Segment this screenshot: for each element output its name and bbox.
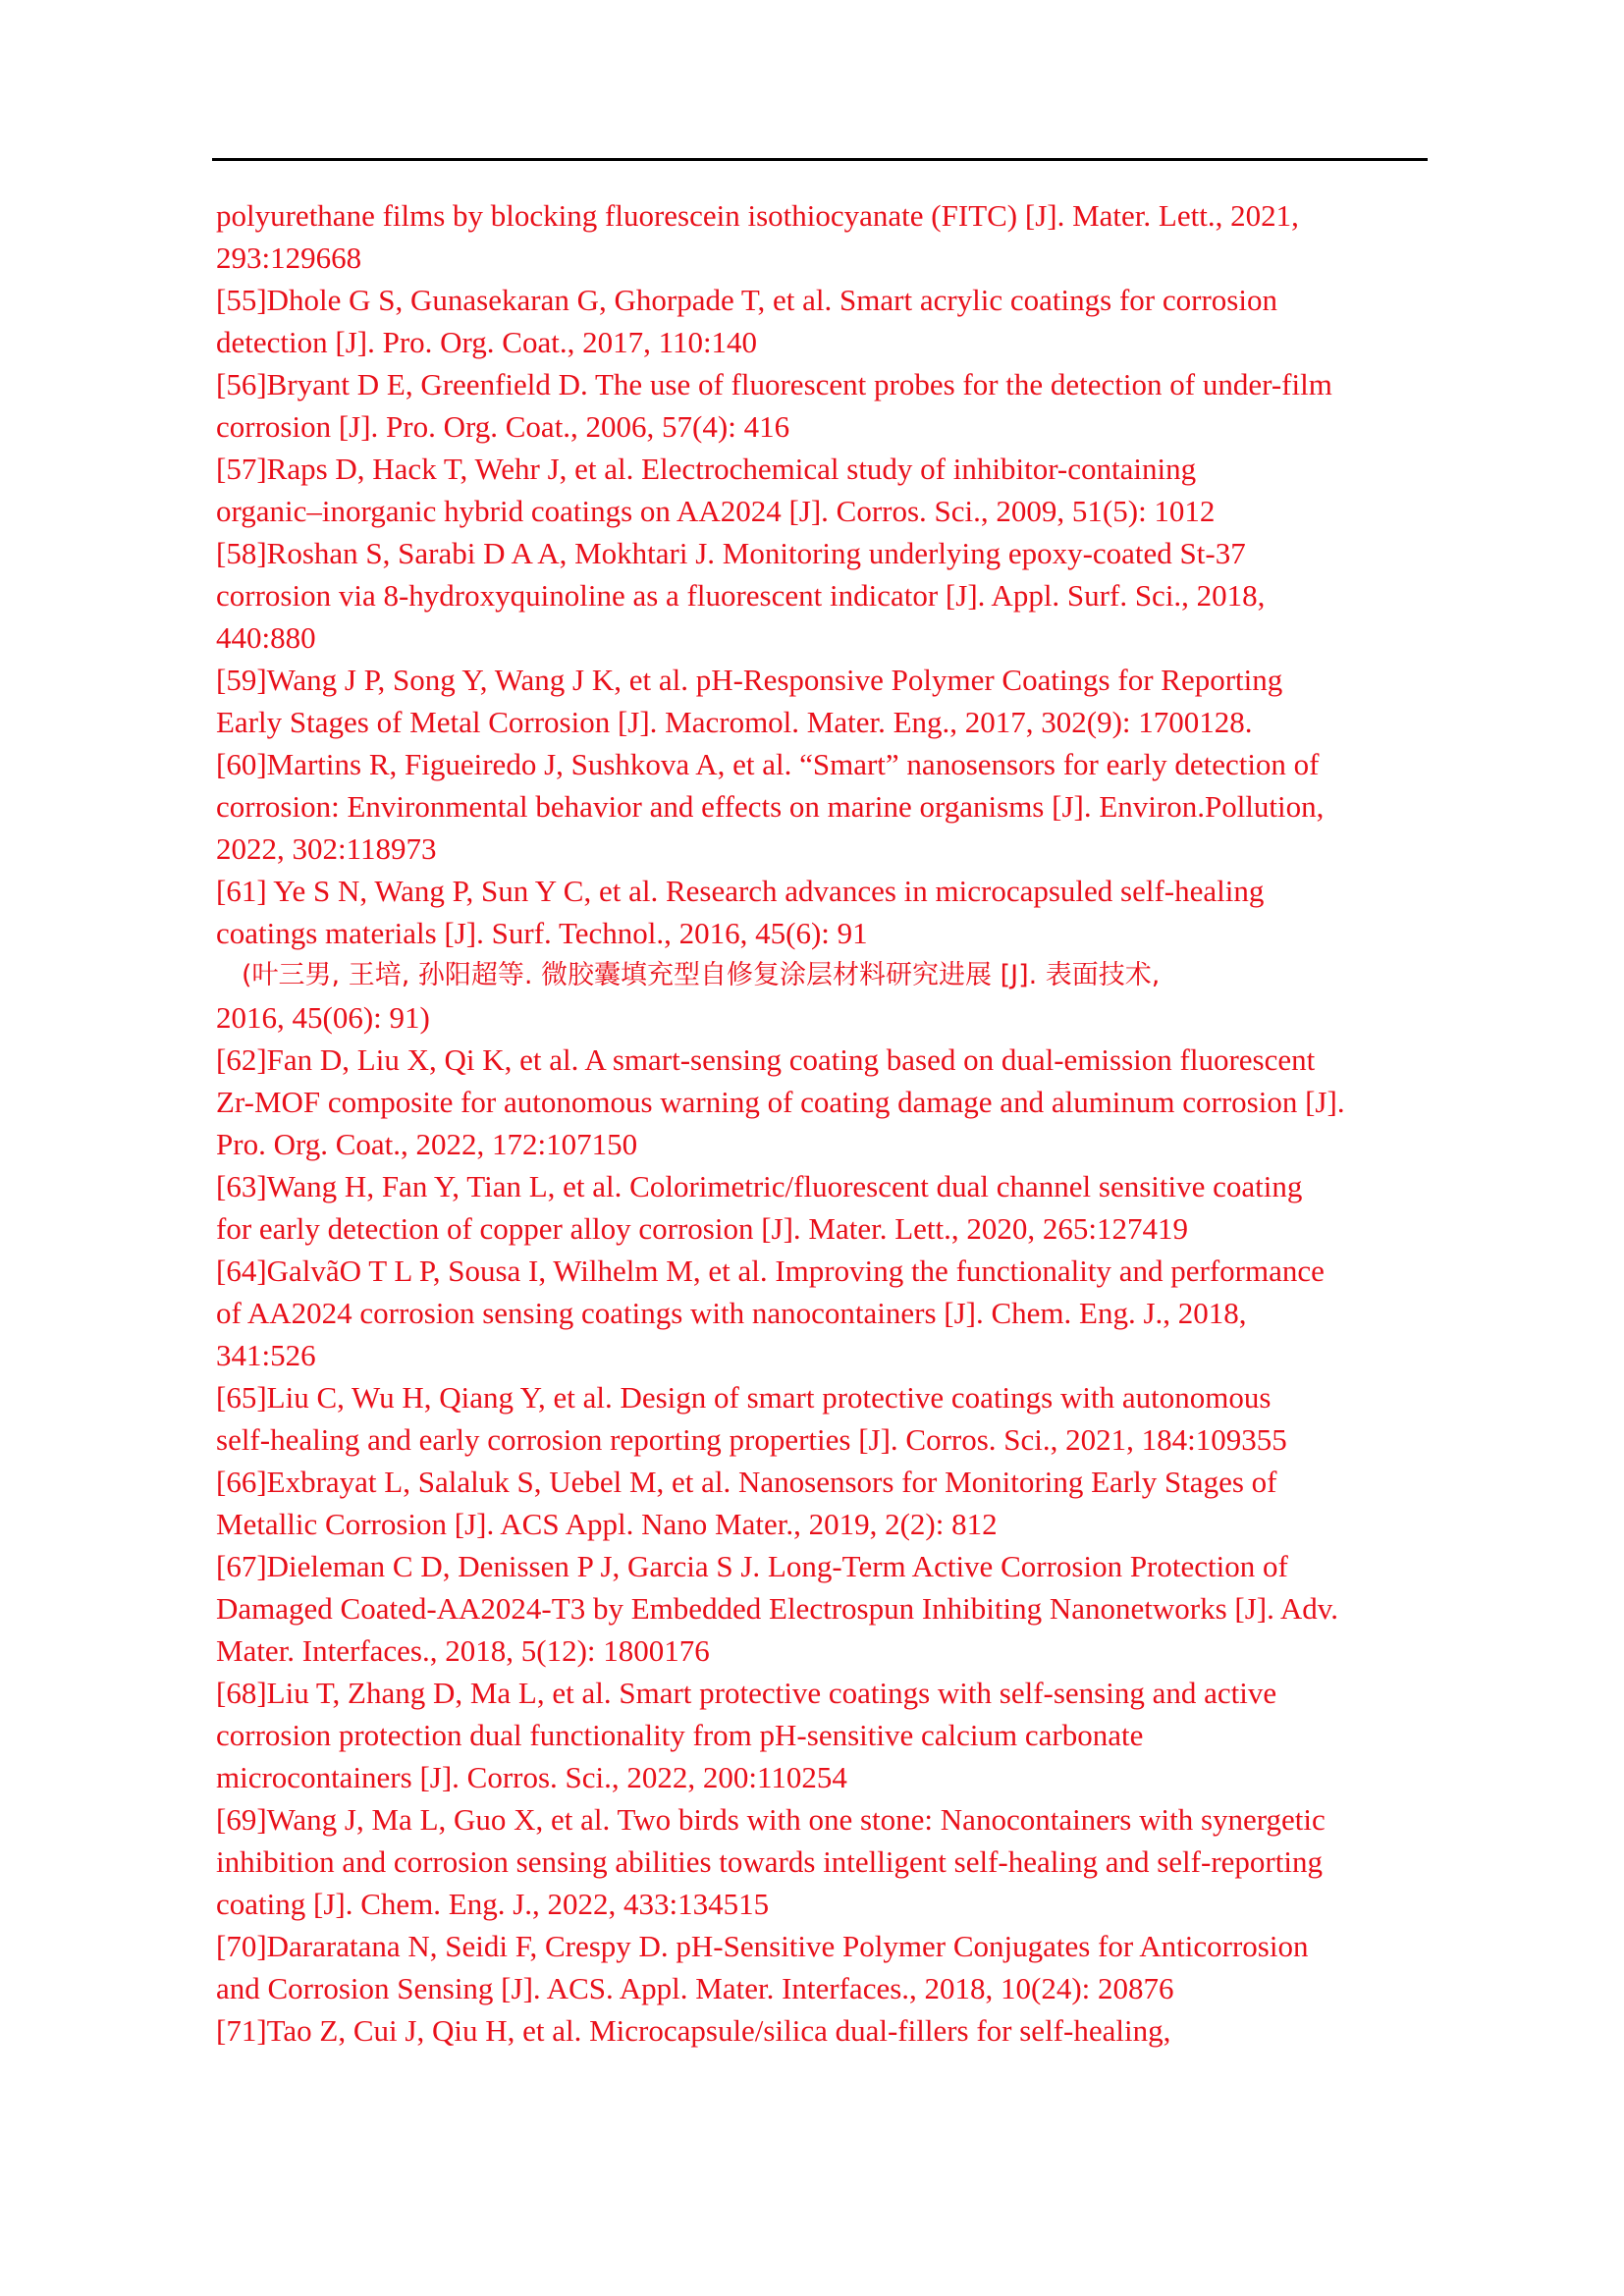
reference-line: [59]Wang J P, Song Y, Wang J K, et al. pH-Responsive Polymer Coatings for Reporting	[216, 663, 1283, 697]
reference-line: (叶三男, 王培, 孙阳超等. 微胶囊填充型自修复涂层材料研究进展 [J]. 表面技术,	[242, 960, 1161, 990]
reference-line: corrosion via 8-hydroxyquinoline as a fluorescent indicator [J]. Appl. Surf. Sci., 2018,	[216, 578, 1266, 613]
reference-line: 293:129668	[216, 240, 362, 275]
reference-line: [63]Wang H, Fan Y, Tian L, et al. Colorimetric/fluorescent dual channel sensitive coating	[216, 1169, 1303, 1203]
reference-line: for early detection of copper alloy corrosion [J]. Mater. Lett., 2020, 265:127419	[216, 1211, 1189, 1246]
reference-line: Early Stages of Metal Corrosion [J]. Macromol. Mater. Eng., 2017, 302(9): 1700128.	[216, 705, 1253, 739]
reference-line: [71]Tao Z, Cui J, Qiu H, et al. Microcapsule/silica dual-fillers for self-healing,	[216, 2013, 1171, 2048]
reference-line: polyurethane films by blocking fluorescein isothiocyanate (FITC) [J]. Mater. Lett., 2021,	[216, 198, 1299, 233]
reference-line: of AA2024 corrosion sensing coatings with nanocontainers [J]. Chem. Eng. J., 2018,	[216, 1296, 1247, 1330]
reference-line: [69]Wang J, Ma L, Guo X, et al. Two birds with one stone: Nanocontainers with synergetic	[216, 1802, 1326, 1837]
reference-line: corrosion: Environmental behavior and effects on marine organisms [J]. Environ.Pollution,	[216, 789, 1325, 824]
reference-line: [64]GalvãO T L P, Sousa I, Wilhelm M, et al. Improving the functionality and performance	[216, 1254, 1325, 1288]
reference-line: [68]Liu T, Zhang D, Ma L, et al. Smart protective coatings with self-sensing and active	[216, 1676, 1277, 1710]
reference-line: 341:526	[216, 1338, 316, 1372]
reference-line: [57]Raps D, Hack T, Wehr J, et al. Electrochemical study of inhibitor-containing	[216, 452, 1197, 486]
reference-line: [55]Dhole G S, Gunasekaran G, Ghorpade T, et al. Smart acrylic coatings for corrosion	[216, 283, 1277, 317]
reference-list	[216, 194, 1434, 2052]
reference-line: organic–inorganic hybrid coatings on AA2024 [J]. Corros. Sci., 2009, 51(5): 1012	[216, 494, 1216, 528]
reference-line: corrosion [J]. Pro. Org. Coat., 2006, 57(4): 416	[216, 409, 790, 444]
reference-line: self-healing and early corrosion reporting properties [J]. Corros. Sci., 2021, 184:109355	[216, 1422, 1287, 1457]
reference-line: [67]Dieleman C D, Denissen P J, Garcia S J. Long-Term Active Corrosion Protection of	[216, 1549, 1288, 1583]
reference-line: inhibition and corrosion sensing abilities towards intelligent self-healing and self-reporting	[216, 1844, 1323, 1879]
reference-line: 2022, 302:118973	[216, 831, 437, 866]
reference-line: [65]Liu C, Wu H, Qiang Y, et al. Design of smart protective coatings with autonomous	[216, 1380, 1272, 1415]
reference-line: [66]Exbrayat L, Salaluk S, Uebel M, et al. Nanosensors for Monitoring Early Stages of	[216, 1465, 1277, 1499]
reference-line: and Corrosion Sensing [J]. ACS. Appl. Mater. Interfaces., 2018, 10(24): 20876	[216, 1971, 1174, 2005]
reference-line: [60]Martins R, Figueiredo J, Sushkova A, et al. “Smart” nanosensors for early detection of	[216, 747, 1320, 781]
reference-line: 440:880	[216, 620, 316, 655]
reference-line: Pro. Org. Coat., 2022, 172:107150	[216, 1127, 638, 1161]
reference-line: Zr-MOF composite for autonomous warning of coating damage and aluminum corrosion [J].	[216, 1085, 1345, 1119]
header-rule	[212, 158, 1428, 161]
reference-line: [56]Bryant D E, Greenfield D. The use of fluorescent probes for the detection of under-film	[216, 367, 1332, 401]
reference-line: [62]Fan D, Liu X, Qi K, et al. A smart-sensing coating based on dual-emission fluorescent	[216, 1042, 1316, 1077]
reference-line: Damaged Coated-AA2024-T3 by Embedded Electrospun Inhibiting Nanonetworks [J]. Adv.	[216, 1591, 1339, 1626]
reference-line: [58]Roshan S, Sarabi D A A, Mokhtari J. Monitoring underlying epoxy-coated St-37	[216, 536, 1246, 570]
reference-line: coating [J]. Chem. Eng. J., 2022, 433:134515	[216, 1887, 770, 1921]
reference-line: detection [J]. Pro. Org. Coat., 2017, 110:140	[216, 325, 758, 359]
reference-line: Metallic Corrosion [J]. ACS Appl. Nano Mater., 2019, 2(2): 812	[216, 1507, 998, 1541]
reference-line: microcontainers [J]. Corros. Sci., 2022, 200:110254	[216, 1760, 847, 1794]
reference-line: 2016, 45(06): 91)	[216, 1000, 430, 1035]
reference-line: Mater. Interfaces., 2018, 5(12): 1800176	[216, 1633, 710, 1668]
reference-line: [70]Dararatana N, Seidi F, Crespy D. pH-Sensitive Polymer Conjugates for Anticorrosion	[216, 1929, 1309, 1963]
reference-line: coatings materials [J]. Surf. Technol., 2016, 45(6): 91	[216, 916, 868, 950]
reference-line: [61] Ye S N, Wang P, Sun Y C, et al. Research advances in microcapsuled self-healing	[216, 874, 1265, 908]
reference-line: corrosion protection dual functionality from pH-sensitive calcium carbonate	[216, 1718, 1144, 1752]
